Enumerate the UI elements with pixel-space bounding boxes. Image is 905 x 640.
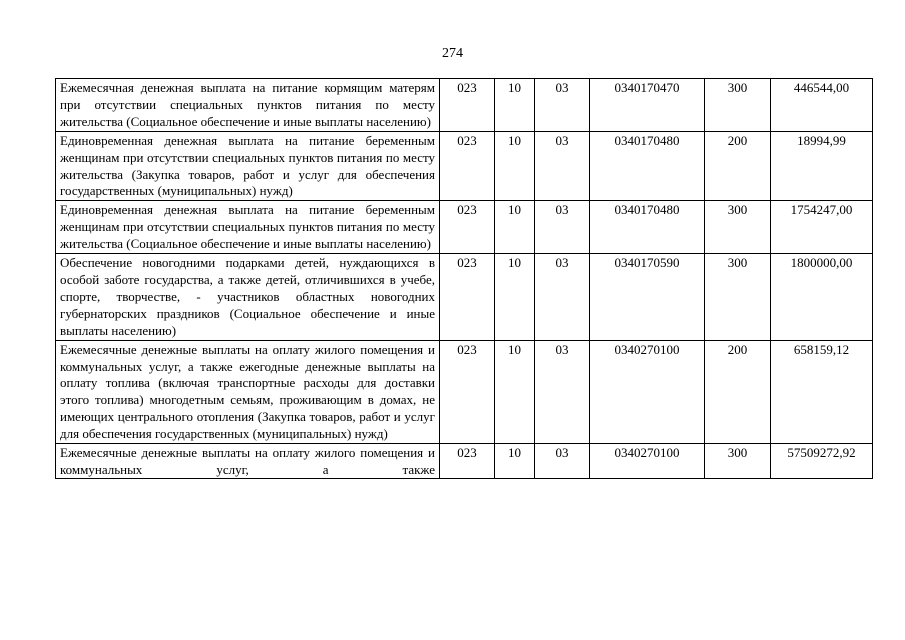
expense-type-code: 300 — [705, 201, 771, 254]
row-description: Единовременная денежная выплата на питание беременным женщинам при отсутствии специальных пунктов питания по месту жительства (Закупка товаров, работ и услуг для обеспечения государственных (муниципальных) нужд) — [56, 131, 440, 201]
target-article-code: 0340170470 — [590, 79, 705, 132]
page-number: 274 — [442, 46, 463, 61]
target-article-code: 0340270100 — [590, 340, 705, 443]
ministry-code: 023 — [440, 131, 495, 201]
row-description-cell — [56, 444, 440, 479]
target-article-code: 0340270100 — [590, 444, 705, 479]
section-code: 10 — [495, 131, 535, 201]
amount: 446544,00 — [771, 79, 873, 132]
row-description: Ежемесячные денежные выплаты на оплату жилого помещения и коммунальных услуг, а также ежегодные денежные выплаты на оплату топлива (включая транспортные расходы для доставки этого топлива) многодетным семьям, проживающим в домах, не имеющих центрального отопления (Закупка товаров, работ и услуг для обеспечения государственных (муниципальных) нужд) — [56, 340, 440, 443]
table-row — [56, 201, 873, 254]
row-description: Единовременная денежная выплата на питание беременным женщинам при отсутствии специальных пунктов питания по месту жительства (Социальное обеспечение и иные выплаты населению) — [56, 201, 440, 254]
amount: 658159,12 — [771, 340, 873, 443]
ministry-code: 023 — [440, 79, 495, 132]
budget-table — [55, 78, 873, 479]
subsection-code: 03 — [535, 201, 590, 254]
section-code: 10 — [495, 254, 535, 341]
ministry-code: 023 — [440, 340, 495, 443]
target-article-code: 0340170480 — [590, 201, 705, 254]
section-code: 10 — [495, 444, 535, 479]
ministry-code: 023 — [440, 444, 495, 479]
section-code: 10 — [495, 79, 535, 132]
target-article-code: 0340170590 — [590, 254, 705, 341]
ministry-code: 023 — [440, 201, 495, 254]
expense-type-code: 300 — [705, 444, 771, 479]
subsection-code: 03 — [535, 444, 590, 479]
expense-type-code: 300 — [705, 254, 771, 341]
subsection-code: 03 — [535, 340, 590, 443]
ministry-code: 023 — [440, 254, 495, 341]
amount: 1754247,00 — [771, 201, 873, 254]
row-description: Ежемесячная денежная выплата на питание кормящим матерям при отсутствии специальных пунктов питания по месту жительства (Социальное обеспечение и иные выплаты населению) — [56, 79, 440, 132]
expense-type-code: 300 — [705, 79, 771, 132]
table-row — [56, 444, 873, 479]
section-code: 10 — [495, 340, 535, 443]
subsection-code: 03 — [535, 131, 590, 201]
subsection-code: 03 — [535, 79, 590, 132]
target-article-code: 0340170480 — [590, 131, 705, 201]
table-row — [56, 254, 873, 341]
amount: 1800000,00 — [771, 254, 873, 341]
expense-type-code: 200 — [705, 131, 771, 201]
amount: 18994,99 — [771, 131, 873, 201]
table-row — [56, 131, 873, 201]
row-description: Обеспечение новогодними подарками детей, нуждающихся в особой заботе государства, а также детей, отличившихся в учебе, спорте, творчестве, - участников областных новогодних губернаторских праздников (Социальное обеспечение и иные выплаты населению) — [56, 254, 440, 341]
table-row — [56, 340, 873, 443]
subsection-code: 03 — [535, 254, 590, 341]
row-description: Ежемесячные денежные выплаты на оплату жилого помещения и коммунальных услуг, а также — [60, 445, 435, 477]
table-row — [56, 79, 873, 132]
section-code: 10 — [495, 201, 535, 254]
amount: 57509272,92 — [771, 444, 873, 479]
expense-type-code: 200 — [705, 340, 771, 443]
